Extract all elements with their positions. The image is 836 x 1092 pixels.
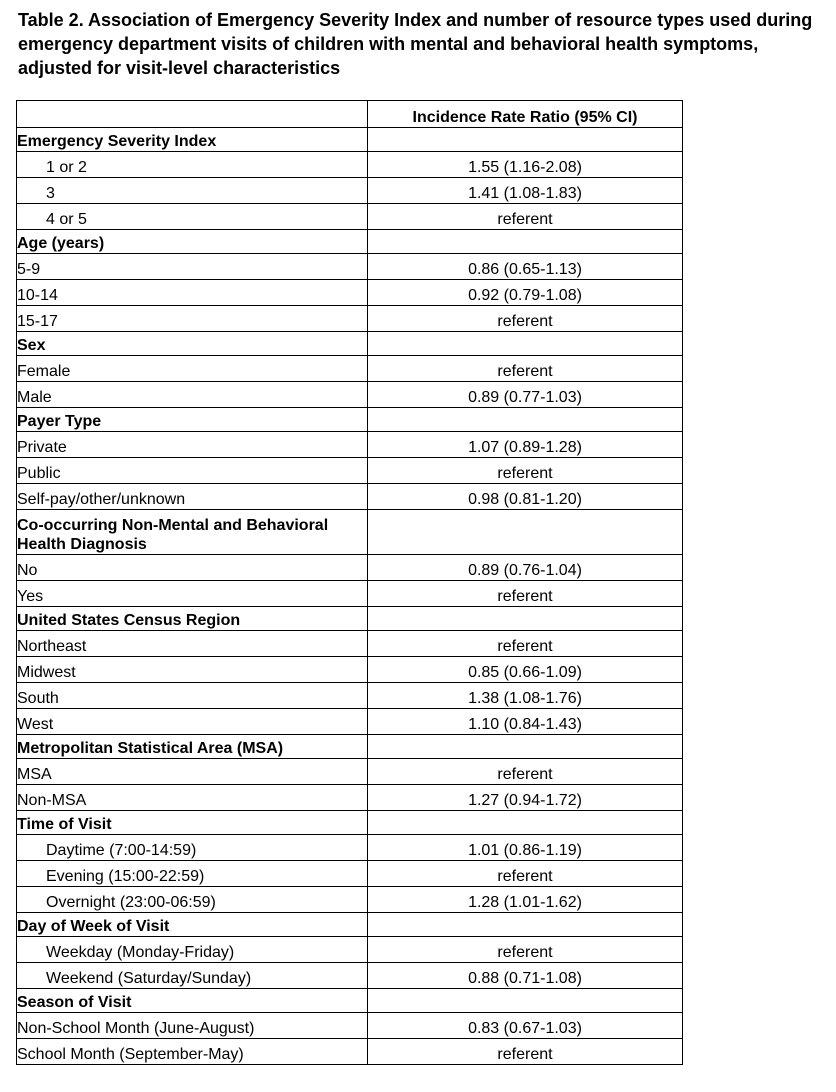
table-row	[17, 759, 683, 785]
table-row	[17, 1039, 683, 1065]
category-label: Day of Week of Visit	[17, 913, 368, 937]
row-value: 1.41 (1.08-1.83)	[368, 178, 683, 204]
table-row	[17, 657, 683, 683]
row-value: 0.89 (0.76-1.04)	[368, 555, 683, 581]
row-label: Non-School Month (June-August)	[17, 1013, 368, 1039]
category-row	[17, 811, 683, 835]
category-label: Emergency Severity Index	[17, 128, 368, 152]
row-label: 5-9	[17, 254, 368, 280]
table-row	[17, 484, 683, 510]
category-label: Co-occurring Non-Mental and Behavioral Health Diagnosis	[17, 510, 368, 555]
row-label: Weekday (Monday-Friday)	[17, 937, 368, 963]
category-value-cell	[368, 989, 683, 1013]
row-value: 0.83 (0.67-1.03)	[368, 1013, 683, 1039]
table-row	[17, 432, 683, 458]
row-label: Self-pay/other/unknown	[17, 484, 368, 510]
table-row	[17, 254, 683, 280]
table-row	[17, 581, 683, 607]
category-row	[17, 408, 683, 432]
row-value: referent	[368, 356, 683, 382]
category-row	[17, 128, 683, 152]
table-row	[17, 152, 683, 178]
row-label: Yes	[17, 581, 368, 607]
table-row	[17, 937, 683, 963]
row-value: 0.92 (0.79-1.08)	[368, 280, 683, 306]
category-label: Payer Type	[17, 408, 368, 432]
table-row	[17, 963, 683, 989]
category-row	[17, 230, 683, 254]
row-value: 1.07 (0.89-1.28)	[368, 432, 683, 458]
results-table	[16, 100, 683, 1065]
row-label: Non-MSA	[17, 785, 368, 811]
category-value-cell	[368, 735, 683, 759]
table-body	[17, 128, 683, 1065]
table-row	[17, 785, 683, 811]
category-label: Age (years)	[17, 230, 368, 254]
category-row	[17, 989, 683, 1013]
row-label: No	[17, 555, 368, 581]
row-value: 1.55 (1.16-2.08)	[368, 152, 683, 178]
table-row	[17, 887, 683, 913]
category-value-cell	[368, 408, 683, 432]
table-row	[17, 356, 683, 382]
row-value: referent	[368, 631, 683, 657]
row-value: 1.38 (1.08-1.76)	[368, 683, 683, 709]
row-label: Public	[17, 458, 368, 484]
row-label: Northeast	[17, 631, 368, 657]
category-label: Sex	[17, 332, 368, 356]
table-row	[17, 178, 683, 204]
row-value: 1.01 (0.86-1.19)	[368, 835, 683, 861]
table-header-row	[17, 101, 683, 128]
category-label: Season of Visit	[17, 989, 368, 1013]
row-label: Evening (15:00-22:59)	[17, 861, 368, 887]
row-value: 0.85 (0.66-1.09)	[368, 657, 683, 683]
row-value: 0.98 (0.81-1.20)	[368, 484, 683, 510]
category-value-cell	[368, 913, 683, 937]
table-row	[17, 683, 683, 709]
category-value-cell	[368, 510, 683, 555]
row-value: referent	[368, 937, 683, 963]
table-row	[17, 306, 683, 332]
row-label: South	[17, 683, 368, 709]
row-value: referent	[368, 759, 683, 785]
table-row	[17, 1013, 683, 1039]
row-value: 0.89 (0.77-1.03)	[368, 382, 683, 408]
row-label: Daytime (7:00-14:59)	[17, 835, 368, 861]
row-label: Male	[17, 382, 368, 408]
category-label: United States Census Region	[17, 607, 368, 631]
row-value: referent	[368, 581, 683, 607]
row-label: 15-17	[17, 306, 368, 332]
category-value-cell	[368, 332, 683, 356]
row-label: Overnight (23:00-06:59)	[17, 887, 368, 913]
row-label: MSA	[17, 759, 368, 785]
row-label: 3	[17, 178, 368, 204]
category-row	[17, 735, 683, 759]
table-row	[17, 835, 683, 861]
category-row	[17, 607, 683, 631]
row-label: Private	[17, 432, 368, 458]
category-row	[17, 510, 683, 555]
row-value: referent	[368, 861, 683, 887]
table-row	[17, 280, 683, 306]
category-value-cell	[368, 230, 683, 254]
row-label: West	[17, 709, 368, 735]
table-row	[17, 382, 683, 408]
table-row	[17, 555, 683, 581]
row-label: 10-14	[17, 280, 368, 306]
category-label: Time of Visit	[17, 811, 368, 835]
category-row	[17, 332, 683, 356]
table-row	[17, 861, 683, 887]
table-row	[17, 458, 683, 484]
category-label: Metropolitan Statistical Area (MSA)	[17, 735, 368, 759]
row-value: 1.10 (0.84-1.43)	[368, 709, 683, 735]
row-value: 0.88 (0.71-1.08)	[368, 963, 683, 989]
row-label: 1 or 2	[17, 152, 368, 178]
table-row	[17, 709, 683, 735]
table-row	[17, 631, 683, 657]
row-label: Female	[17, 356, 368, 382]
category-value-cell	[368, 811, 683, 835]
category-row	[17, 913, 683, 937]
row-value: referent	[368, 458, 683, 484]
row-label: School Month (September-May)	[17, 1039, 368, 1065]
row-value: 1.27 (0.94-1.72)	[368, 785, 683, 811]
row-value: 0.86 (0.65-1.13)	[368, 254, 683, 280]
header-cell-irr: Incidence Rate Ratio (95% CI)	[368, 101, 683, 128]
row-value: referent	[368, 204, 683, 230]
table-title: Table 2. Association of Emergency Severity Index and number of resource types used during emergency department visits of children with mental and behavioral health symptoms, adjusted for visit-level characteristics	[18, 10, 813, 78]
row-label: Midwest	[17, 657, 368, 683]
row-value: referent	[368, 1039, 683, 1065]
row-value: 1.28 (1.01-1.62)	[368, 887, 683, 913]
table-row	[17, 204, 683, 230]
row-label: Weekend (Saturday/Sunday)	[17, 963, 368, 989]
header-cell-label	[17, 101, 368, 128]
row-value: referent	[368, 306, 683, 332]
row-label: 4 or 5	[17, 204, 368, 230]
category-value-cell	[368, 128, 683, 152]
category-value-cell	[368, 607, 683, 631]
